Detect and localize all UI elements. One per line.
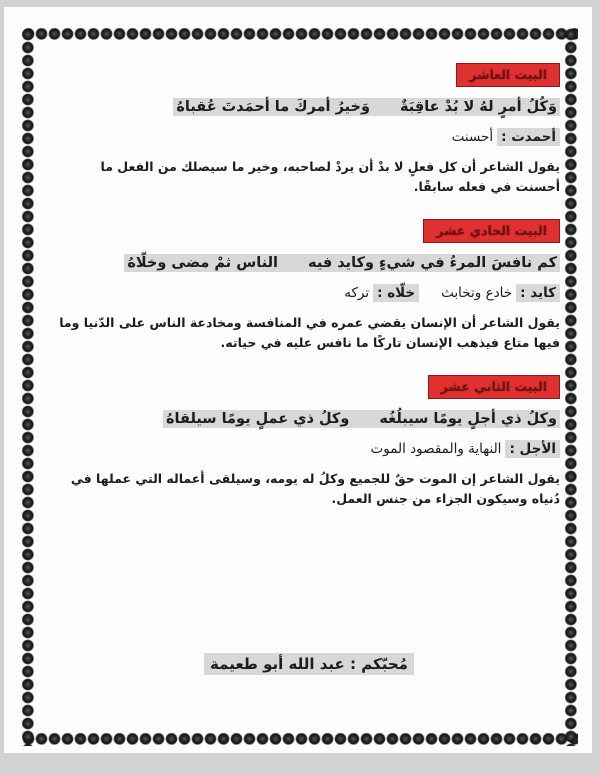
definition-meaning: النهاية والمقصود الموت bbox=[370, 441, 502, 457]
explanation-paragraph: يقول الشاعر إن الموت حقٌ للجميع وكلُ له يومه، وسيلقى أعماله التي عملها في دُنياه وسيكون الجزاء من جنس العمل. bbox=[70, 471, 560, 506]
bead-border-left bbox=[22, 28, 35, 746]
section-verse-12 bbox=[58, 375, 560, 509]
verse-highlight bbox=[173, 98, 560, 116]
section-verse-11 bbox=[58, 219, 560, 353]
definition-meaning: أحسنت bbox=[451, 129, 494, 145]
explanation-paragraph: يقول الشاعر أن كل فعلٍ لا بدْ أن يردْ لصاحبه، وخير ما سيصلك من الفعل ما أحسنت في فعله سابقًا. bbox=[100, 159, 560, 194]
verse-second-hemistich: الناس ثمْ مضى وخلّاهُ bbox=[127, 255, 279, 271]
verse-second-hemistich: وكلُ ذي عملٍ يومًا سيلقاهُ bbox=[166, 411, 350, 427]
definition-meaning: تركه bbox=[344, 285, 370, 301]
verse-first-hemistich: كم نافسَ المرءُ في شيءٍ وكايد فيه bbox=[308, 255, 557, 271]
definition-term: خلّاه : bbox=[373, 284, 419, 302]
definition-term: الأجل : bbox=[505, 440, 560, 458]
definition-term: أحمدت : bbox=[497, 128, 560, 146]
definition-term: كايد : bbox=[516, 284, 560, 302]
verse-line bbox=[58, 409, 560, 430]
verse-highlight bbox=[163, 410, 560, 428]
section-header-badge: البيت الثاني عشر bbox=[428, 375, 560, 399]
verse-line bbox=[58, 97, 560, 118]
section-header-badge: البيت الحادي عشر bbox=[423, 219, 560, 243]
definitions-line bbox=[58, 283, 560, 304]
verse-second-hemistich: وَخيرُ أمركَ ما أحمَدتَ عُقباهُ bbox=[176, 99, 370, 115]
section-header-badge: البيت العاشر bbox=[456, 63, 560, 87]
bead-border-right bbox=[565, 28, 578, 746]
definitions-line bbox=[58, 439, 560, 460]
verse-line bbox=[58, 253, 560, 274]
author-signature bbox=[58, 655, 560, 673]
signature-highlight: مُحبّكم : عبد الله أبو طعيمة bbox=[204, 653, 414, 675]
verse-first-hemistich: وكلُ ذي أجلٍ يومًا سيبلُغُه bbox=[379, 411, 557, 427]
bead-border-top bbox=[22, 28, 578, 41]
bead-border-bottom bbox=[22, 733, 578, 746]
section-verse-10 bbox=[58, 63, 560, 197]
document-page bbox=[4, 7, 592, 753]
definitions-line bbox=[58, 127, 560, 148]
document-content bbox=[58, 63, 560, 673]
explanation-paragraph: يقول الشاعر أن الإنسان يقضي عمره في المنافسة ومخادعة الناس على الدّنيا وما فيها متاع فيذهب الإنسان تاركًا ما نافس عليه في حياته. bbox=[59, 315, 560, 350]
verse-highlight bbox=[124, 254, 560, 272]
definition-meaning: خادع وتخابث bbox=[441, 285, 513, 301]
verse-first-hemistich: وَكُلُ أمرٍ لهُ لا بُدْ عاقِبَةٌ bbox=[399, 99, 557, 115]
